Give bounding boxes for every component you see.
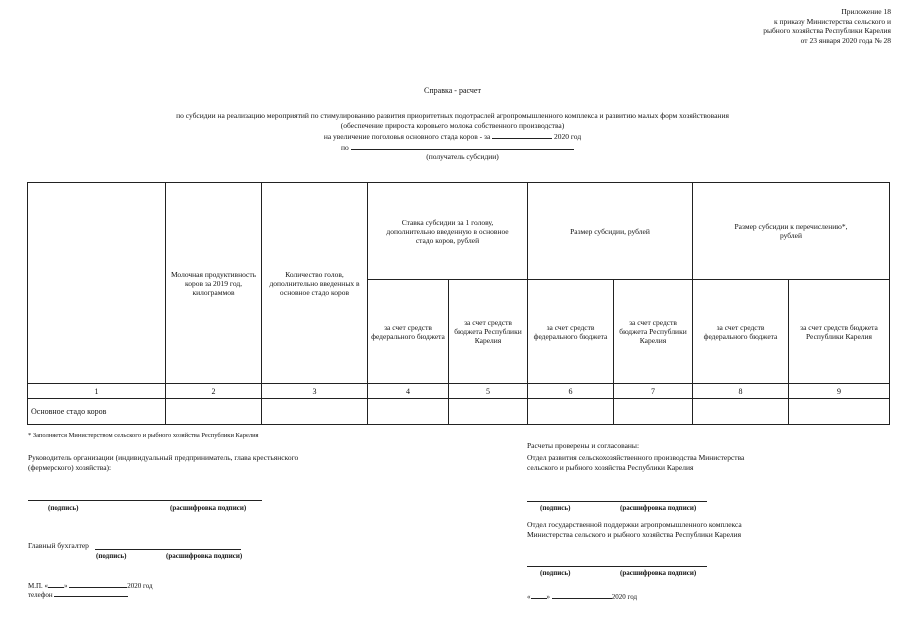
subsidy-table xyxy=(27,182,890,425)
col-number: 8 xyxy=(693,384,789,399)
accountant-label: Главный бухгалтер xyxy=(28,541,89,550)
recipient-prefix: по xyxy=(341,143,349,152)
phone-label: телефон xyxy=(28,591,53,599)
header-group-rate: Ставка субсидии за 1 голову, дополнительно введенную в основное стадо коров, рублей xyxy=(368,183,528,280)
period-blank[interactable] xyxy=(492,131,552,139)
footnote: * Заполняется Министерством сельского и рыбного хозяйства Республики Карелия xyxy=(28,432,259,439)
header-g3-karelia: за счет средств бюджета Республики Карелия xyxy=(789,280,890,384)
subtitle-line-2: (обеспечение прироста коровьего молока собственного производства) xyxy=(340,121,565,130)
phone-blank[interactable] xyxy=(54,589,128,597)
dept1-signature-line[interactable] xyxy=(527,501,707,502)
year-label: 2020 год xyxy=(127,582,153,590)
phone-line xyxy=(28,589,128,599)
accountant-decode-label: (расшифровка подписи) xyxy=(166,552,243,560)
table-cell[interactable] xyxy=(166,399,262,425)
document-title: Справка - расчет xyxy=(424,86,481,95)
row-label: Основное стадо коров xyxy=(28,399,166,425)
dept1-line-1: Отдел развития сельскохозяйственного производства Министерства xyxy=(527,453,745,462)
dept2-line-1: Отдел государственной поддержки агропромышленного комплекса xyxy=(527,520,742,529)
recipient-blank[interactable] xyxy=(351,142,574,150)
col-number: 9 xyxy=(789,384,890,399)
subtitle-line-5: (получатель субсидии) xyxy=(426,152,499,161)
head-label-line-2: (фермерского) хозяйства): xyxy=(28,463,112,472)
subtitle-line-1: по субсидии на реализацию мероприятий по стимулированию развития приоритетных подотраслей агропромышленного комплекса и развитию малых форм хозяйствования xyxy=(176,111,729,120)
col-number: 4 xyxy=(368,384,449,399)
date-quote: » xyxy=(64,582,68,590)
dept1-line-2: сельского и рыбного хозяйства Республики Карелия xyxy=(527,463,694,472)
table-cell[interactable] xyxy=(368,399,449,425)
dept2-signature-label: (подпись) xyxy=(540,569,571,577)
subtitle-line-3-b: 2020 год xyxy=(554,132,582,141)
col-number: 7 xyxy=(614,384,693,399)
appendix-line-4: от 23 января 2020 года № 28 xyxy=(800,35,891,45)
column-number-row xyxy=(28,384,890,399)
header-group-size: Размер субсидии, рублей xyxy=(528,183,693,280)
subtitle-line-3 xyxy=(0,131,905,141)
dept2-decode-label: (расшифровка подписи) xyxy=(620,569,697,577)
date-close-quote: » xyxy=(546,593,550,601)
dept2-signature-line[interactable] xyxy=(527,566,707,567)
date-open-quote: « xyxy=(527,593,531,601)
header-g3-federal: за счет средств федерального бюджета xyxy=(693,280,789,384)
header-group-transfer: Размер субсидии к перечислению*, рублей xyxy=(693,183,890,280)
dept1-decode-label: (расшифровка подписи) xyxy=(620,504,697,512)
table-cell[interactable] xyxy=(693,399,789,425)
right-year-label: 2020 год xyxy=(611,593,638,601)
header-g2-karelia: за счет средств бюджета Республики Карелия xyxy=(614,280,693,384)
accountant-signature-line[interactable] xyxy=(95,549,241,550)
head-signature-line[interactable] xyxy=(28,500,262,501)
head-decode-label: (расшифровка подписи) xyxy=(170,504,247,512)
table-cell[interactable] xyxy=(789,399,890,425)
appendix-line-3: рыбного хозяйства Республики Карелия xyxy=(763,26,891,36)
header-col-1 xyxy=(28,183,166,384)
dept2-line-2: Министерства сельского и рыбного хозяйства Республики Карелия xyxy=(527,530,742,539)
header-col-3: Количество голов, дополнительно введенных в основное стадо коров xyxy=(262,183,368,384)
head-label-line-1: Руководитель организации (индивидуальный предприниматель, глава крестьянского xyxy=(28,453,299,462)
subtitle-line-4 xyxy=(341,142,574,152)
right-day-blank[interactable] xyxy=(531,591,547,599)
col-number: 1 xyxy=(28,384,166,399)
table-cell[interactable] xyxy=(262,399,368,425)
month-blank[interactable] xyxy=(69,580,127,588)
table-cell[interactable] xyxy=(614,399,693,425)
accountant-signature-label: (подпись) xyxy=(96,552,127,560)
right-month-blank[interactable] xyxy=(552,591,612,599)
right-date-line xyxy=(527,591,637,601)
table-row xyxy=(28,399,890,425)
col-number: 6 xyxy=(528,384,614,399)
subtitle-line-3-a: на увеличение поголовья основного стада коров - за xyxy=(323,132,491,141)
header-g1-federal: за счет средств федерального бюджета xyxy=(368,280,449,384)
header-col-2: Молочная продуктивность коров за 2019 год, килограммов xyxy=(166,183,262,384)
col-number: 3 xyxy=(262,384,368,399)
head-signature-label: (подпись) xyxy=(48,504,79,512)
table-cell[interactable] xyxy=(449,399,528,425)
appendix-block xyxy=(763,7,891,45)
header-g1-karelia: за счет средств бюджета Республики Карелия xyxy=(449,280,528,384)
table-cell[interactable] xyxy=(528,399,614,425)
appendix-line-1: Приложение 18 xyxy=(841,7,891,16)
col-number: 2 xyxy=(166,384,262,399)
col-number: 5 xyxy=(449,384,528,399)
day-blank[interactable] xyxy=(48,580,64,588)
stamp-label: М.П. « xyxy=(28,582,49,590)
appendix-line-2: к приказу Министерства сельского и xyxy=(773,16,891,26)
checked-label: Расчеты проверены и согласованы: xyxy=(527,441,640,450)
dept1-signature-label: (подпись) xyxy=(540,504,571,512)
header-g2-federal: за счет средств федерального бюджета xyxy=(528,280,614,384)
